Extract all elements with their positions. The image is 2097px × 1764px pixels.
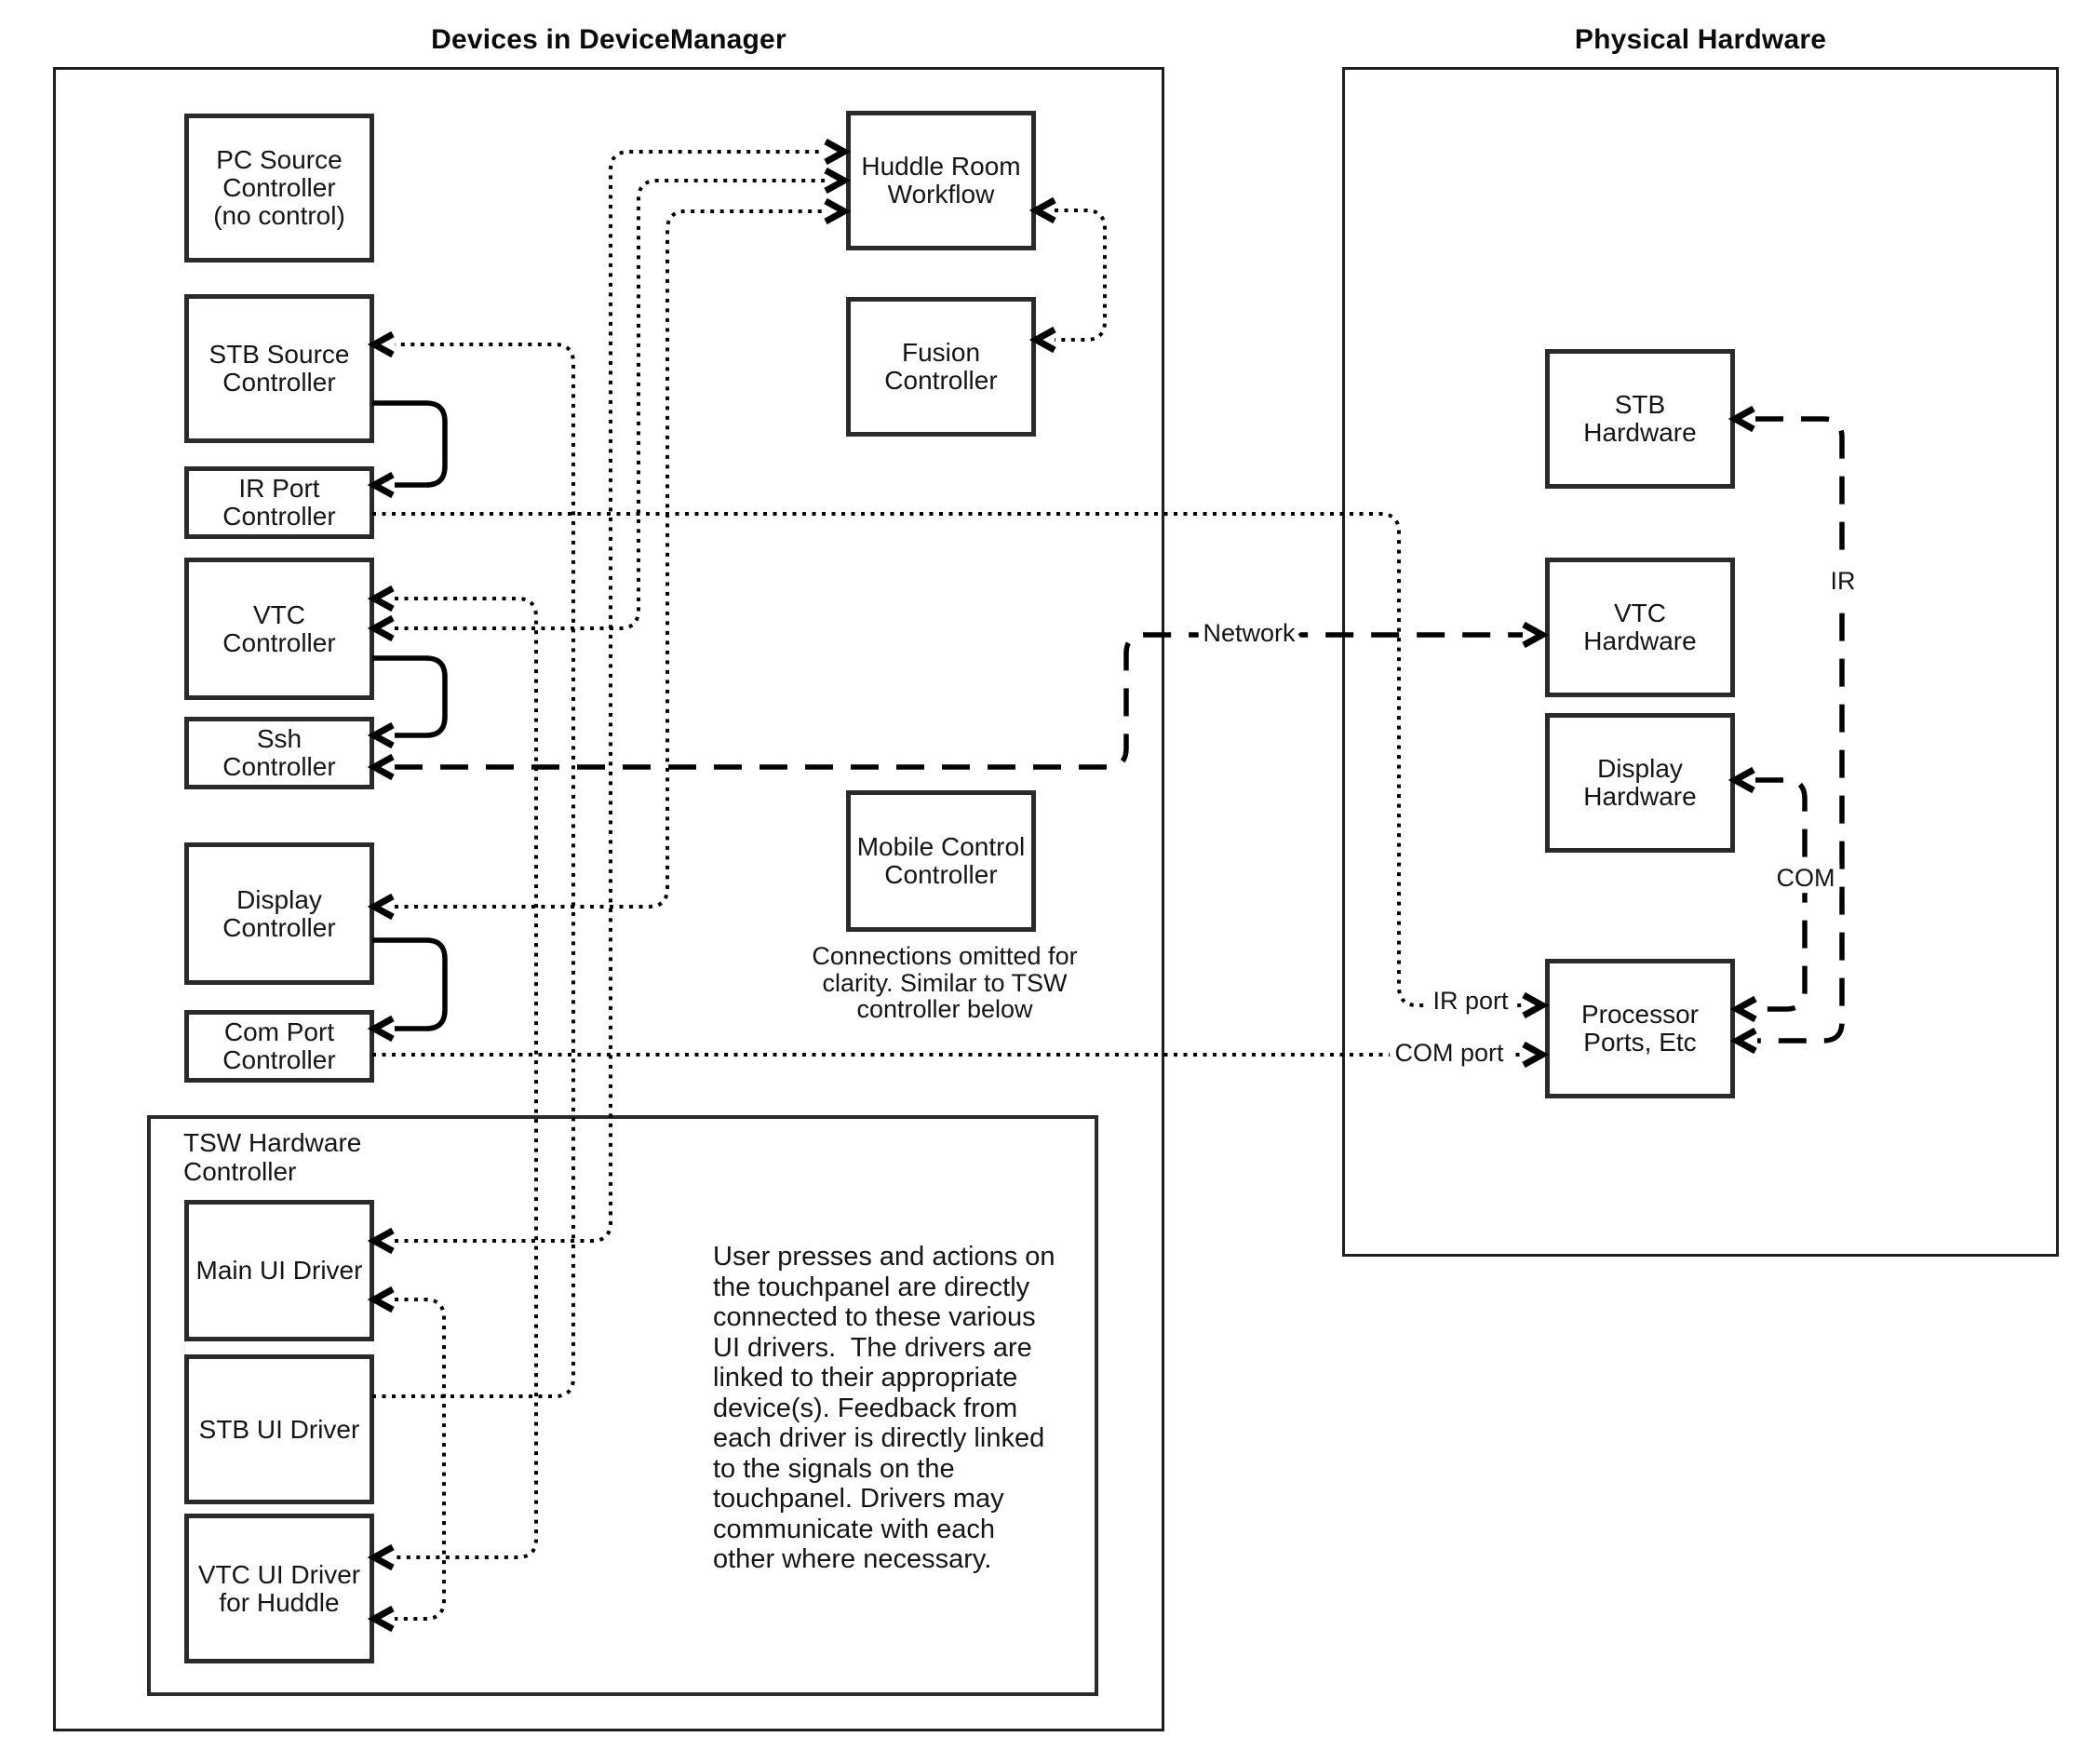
node-huddle-room-workflow (846, 111, 1036, 250)
node-ir-port-controller (184, 466, 374, 539)
node-label: IR Port Controller (222, 474, 336, 531)
node-label: STB Hardware (1583, 390, 1697, 447)
node-label: STB Source Controller (208, 340, 350, 397)
node-label: VTC UI Driver for Huddle (197, 1559, 361, 1617)
node-stb-hardware (1545, 349, 1735, 489)
node-label: VTC Controller (222, 599, 336, 657)
edge-label-network: Network (1203, 619, 1296, 648)
node-fusion-controller (846, 297, 1036, 437)
edge-label-com-port: COM port (1394, 1039, 1504, 1068)
node-label: Fusion Controller (884, 338, 998, 395)
node-processor-ports-etc (1545, 959, 1735, 1098)
node-label: PC Source Controller (no control) (213, 145, 345, 230)
node-vtc-hardware (1545, 558, 1735, 697)
node-label: STB UI Driver (198, 1414, 360, 1444)
node-label: Mobile Control Controller (856, 832, 1026, 889)
tsw-hardware-controller-label: TSW Hardware Controller (183, 1128, 362, 1186)
tsw-explanation-paragraph: User presses and actions on the touchpanel are directly connected to these various UI drivers. The drivers are linked to their appropriate device(s). Feedback from each driver is directly linked to the signals on the touchpanel. Drivers may communicate with each other where necessary. (713, 1242, 1055, 1574)
node-vtc-controller (184, 558, 374, 700)
node-stb-ui-driver (184, 1354, 374, 1504)
node-stb-source-controller (184, 294, 374, 443)
node-label: Main UI Driver (195, 1256, 363, 1285)
physical-hardware-title: Physical Hardware (1574, 24, 1827, 55)
node-pc-source-controller (184, 114, 374, 263)
node-label: VTC Hardware (1583, 599, 1697, 655)
node-label: Display Controller (222, 884, 336, 942)
node-label: Com Port Controller (222, 1017, 336, 1074)
edge-label-ir: IR (1830, 567, 1856, 596)
node-vtc-ui-driver-for-huddle (184, 1514, 374, 1663)
node-com-port-controller (184, 1010, 374, 1083)
edge-label-ir-port: IR port (1432, 987, 1509, 1016)
node-ssh-controller (184, 717, 374, 789)
node-label: Display Hardware (1583, 754, 1697, 811)
node-label: Huddle Room Workflow (861, 152, 1021, 209)
node-mobile-control-controller (846, 790, 1036, 932)
edge-label-com: COM (1776, 864, 1835, 893)
node-display-controller (184, 842, 374, 985)
node-label: Ssh Controller (222, 724, 336, 781)
mobile-controller-note: Connections omitted for clarity. Similar to TSW controller below (812, 942, 1078, 1023)
device-manager-title: Devices in DeviceManager (431, 24, 786, 55)
node-display-hardware (1545, 713, 1735, 853)
node-label: Processor Ports, Etc (1580, 1000, 1700, 1057)
node-main-ui-driver (184, 1200, 374, 1341)
